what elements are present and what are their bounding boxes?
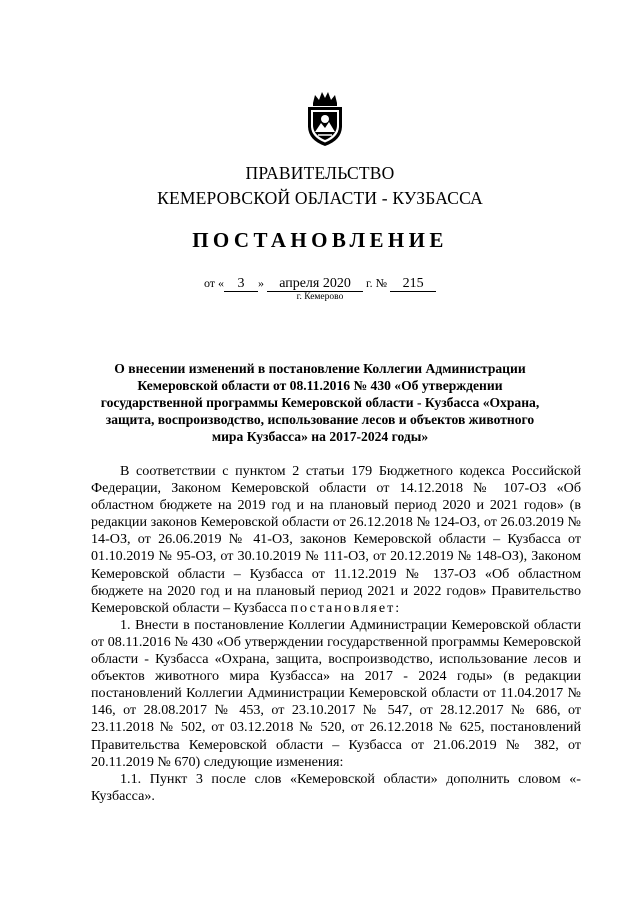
body-paragraph: 1.1. Пункт 3 после слов «Кемеровской области» дополнить словом «- Кузбасса». [91, 770, 581, 804]
document-body [91, 463, 581, 805]
government-name-line2: КЕМЕРОВСКОЙ ОБЛАСТИ - КУЗБАССА [157, 188, 483, 208]
number-sign: № [375, 276, 388, 290]
decree-number: 215 [390, 277, 436, 292]
resolution-word: постановляет: [290, 599, 402, 616]
document-title: О внесении изменений в постановление Коллегии Администрации Кемеровской области от 08.11.2016 № 430 «Об утверждении государственной программы Кемеровской области - Кузбасса «Охрана, защита, воспроизводство, использование лесов и объектов животного мира Кузбасса» на 2017-2024 годы» [100, 361, 540, 444]
city-label: г. Кемерово [296, 292, 344, 302]
date-number-line [0, 276, 640, 292]
date-month-year: апреля 2020 [267, 277, 363, 292]
government-name-line1: ПРАВИТЕЛЬСТВО [245, 163, 395, 183]
paragraph-text: В соответствии с пунктом 2 статьи 179 Бюджетного кодекса Российской Федерации, Законом Кемеровской области от 14.12.2018 № 107-ОЗ «Об областном бюджете на 2019 год и на плановый период 2020 и 2021 годов» (в редакции законов Кемеровской области от 26.12.2018 № 124-ОЗ, от 26.03.2019 № 14-ОЗ, от 26.06.2019 № 41-ОЗ, законов Кемеровской области – Кузбасса от 01.10.2019 № 95-ОЗ, от 30.10.2019 № 111-ОЗ, от 20.12.2019 № 148-ОЗ), Законом Кемеровской области – Кузбасса от 11.12.2019 № 137-ОЗ «Об областном бюджете на 2020 год и на плановый период 2021 и 2022 годов» Правительство Кемеровской области – Кузбасса [91, 463, 581, 616]
date-year-suffix: г. [366, 276, 373, 290]
date-day: 3 [224, 277, 258, 292]
date-prefix: от « [203, 276, 225, 290]
date-mid: » [258, 276, 265, 290]
coat-of-arms-icon [304, 90, 346, 148]
body-paragraph: 1. Внести в постановление Коллегии Администрации Кемеровской области от 08.11.2016 № 430 «Об утверждении государственной программы Кемеровской области - Кузбасса «Охрана, защита, воспроизводство, использование лесов и объектов животного мира Кузбасса» на 2017 - 2024 годы» (в редакции постановлений Коллегии Администрации Кемеровской области от 11.04.2017 № 146, от 28.08.2017 № 453, от 23.10.2017 № 547, от 28.12.2017 № 686, от 23.11.2018 № 502, от 03.12.2018 № 520, от 26.12.2018 № 625, постановлений Правительства Кемеровской области – Кузбасса от 21.06.2019 № 382, от 20.11.2019 № 670) следующие изменения: [91, 616, 581, 770]
body-paragraph [91, 463, 581, 617]
document-type-heading: ПОСТАНОВЛЕНИЕ [192, 228, 448, 252]
